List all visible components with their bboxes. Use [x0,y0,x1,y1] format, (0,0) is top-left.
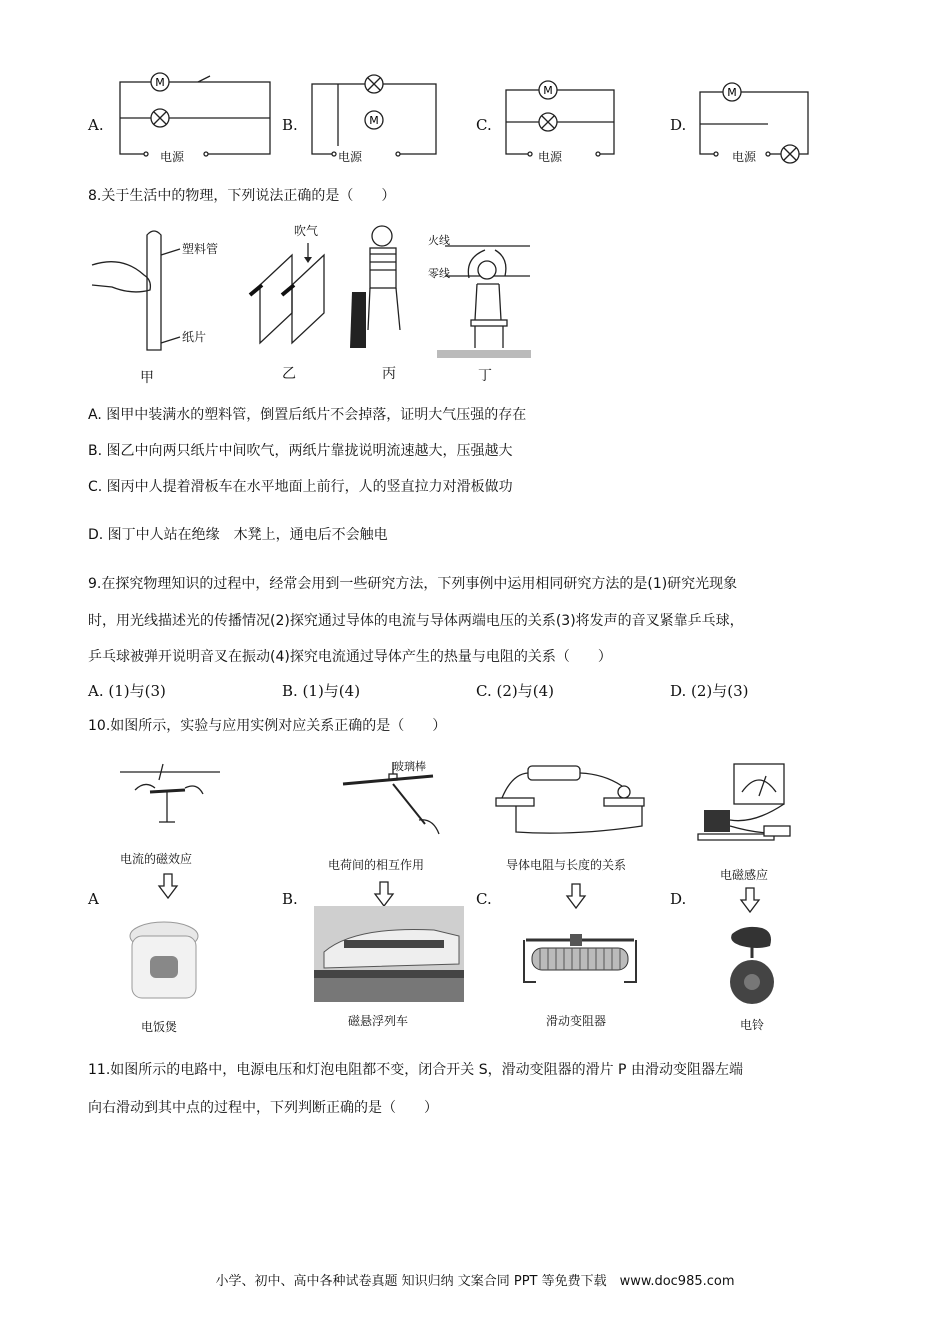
maglev-train-icon [314,906,464,1002]
q7-option-b-label: B. [282,116,298,134]
q9-stem-line-3: 乒乓球被弹开说明音叉在振动(4)探究电流通过导体产生的热量与电阻的关系（ ） [88,649,612,665]
q7-option-c-label: C. [476,116,492,134]
q7-a-source: 电源 [160,150,185,164]
q10-arrow-d [740,886,760,914]
q8-figure-bing [340,220,420,360]
slide-rheostat-icon [520,930,640,990]
q10-app-a-caption: 电饭煲 [141,1020,178,1034]
q7-circuit-b [310,72,470,172]
q9-option-b: B. (1)与(4) [282,682,361,700]
q8-live-wire-label: 火线 [428,234,450,247]
page-footer: 小学、初中、高中各种试卷真题 知识归纳 文案合同 PPT 等免费下载 www.doc985.com [215,1274,735,1289]
q8-blow-label: 吹气 [294,224,319,238]
q10-exp-a-caption: 电流的磁效应 [120,852,193,866]
q10-letter-a: A [88,890,99,908]
bulb-icon [618,786,630,798]
q8-paper-label: 纸片 [182,330,207,344]
q10-app-d-caption: 电铃 [740,1018,765,1032]
q10-arrow-a [158,872,178,900]
q9-option-c: C. (2)与(4) [476,682,554,700]
q9-stem-line-2: 时，用光线描述光的传播情况(2)探究通过导体的电流与导体两端电压的关系(3)将发声的音叉紧靠乒乓球， [88,613,744,629]
q10-exp-b-caption: 电荷间的相互作用 [328,858,425,872]
q9-option-a: A. (1)与(3) [88,682,166,700]
q7-c-source: 电源 [538,150,563,164]
svg-text:M: M [727,86,737,99]
q7-option-d-label: D. [670,116,687,134]
svg-text:M: M [155,76,165,89]
q8-option-b: B. 图乙中向两只纸片中间吹气，两纸片靠拢说明流速越大，压强越大 [88,443,513,459]
q9-stem-line-1: 9.在探究物理知识的过程中，经常会用到一些研究方法，下列事例中运用相同研究方法的是(1)研究光现象 [88,576,738,592]
q7-d-source: 电源 [732,150,757,164]
q8-figure-yi [240,225,340,355]
q10-exp-a-figure [115,760,225,830]
q10-exp-b-figure [335,760,445,840]
q8-label-ding: 丁 [478,368,492,384]
svg-text:M: M [543,84,553,97]
q8-label-jia: 甲 [140,370,154,386]
q7-circuit-a [118,72,278,172]
electric-bell-icon [718,920,788,1004]
q10-arrow-c [566,882,586,910]
q10-app-b-caption: 磁悬浮列车 [348,1014,409,1028]
q11-stem-line-2: 向右滑动到其中点的过程中，下列判断正确的是（ ） [88,1100,438,1116]
q8-label-bing: 丙 [382,366,396,382]
q8-neutral-wire-label: 零线 [428,267,450,280]
person-icon [372,226,392,246]
q10-exp-d-figure [694,762,804,858]
q8-option-d: D. 图丁中人站在绝缘 木凳上，通电后不会触电 [88,527,388,543]
q7-option-a-label: A. [88,116,104,134]
q10-letter-c: C. [476,890,492,908]
q8-plastic-tube-label: 塑料管 [182,242,219,256]
q11-stem-line-1: 11.如图所示的电路中，电源电压和灯泡电阻都不变，闭合开关 S，滑动变阻器的滑片 P 由滑动变阻器左端 [88,1062,743,1078]
q7-circuit-d [698,80,858,172]
q10-exp-c-caption: 导体电阻与长度的关系 [506,858,627,872]
svg-text:M: M [369,114,379,127]
q7-b-source: 电源 [338,150,363,164]
q10-stem: 10.如图所示，实验与应用实例对应关系正确的是（ ） [88,718,447,734]
q10-exp-c-figure [494,760,654,840]
q10-glass-rod-label: 玻璃棒 [393,760,426,773]
q9-option-d: D. (2)与(3) [670,682,749,700]
q8-option-c: C. 图丙中人提着滑板车在水平地面上前行，人的竖直拉力对滑板做功 [88,479,513,495]
q10-exp-d-caption: 电磁感应 [720,868,769,882]
q10-app-c-caption: 滑动变阻器 [546,1014,607,1028]
q10-letter-d: D. [670,890,687,908]
q10-letter-b: B. [282,890,298,908]
q7-circuit-c [504,80,664,172]
q8-stem: 8.关于生活中的物理，下列说法正确的是（ ） [88,188,396,204]
q8-figure-ding [425,228,535,363]
q10-arrow-b [374,880,394,908]
q8-option-a: A. 图甲中装满水的塑料管，倒置后纸片不会掉落，证明大气压强的存在 [88,407,527,423]
rice-cooker-icon [124,916,204,1008]
q8-label-yi: 乙 [282,366,296,382]
